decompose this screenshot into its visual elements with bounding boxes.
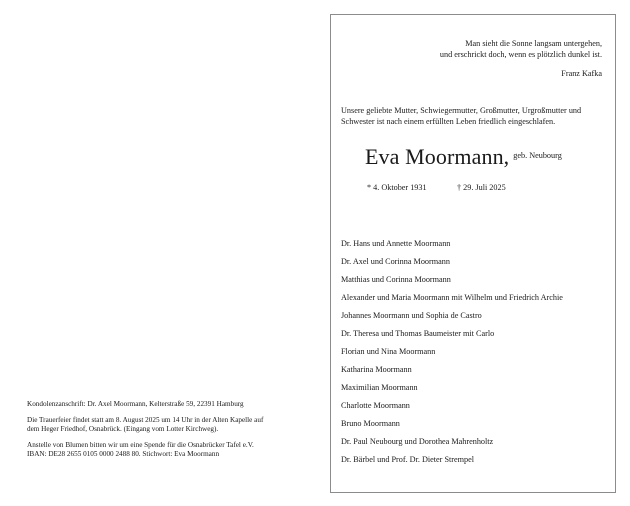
donation-line: Anstelle von Blumen bitten wir um eine Spende für die Osnabrücker Tafel e.V. — [27, 441, 254, 449]
service-info — [27, 416, 287, 434]
deceased-name: Eva Moormann, — [365, 144, 510, 169]
quote-line: und erschrickt doch, wenn es plötzlich dunkel ist. — [439, 50, 602, 59]
deceased-name-row — [365, 144, 605, 170]
mourner-entry: Charlotte Moormann — [341, 401, 410, 410]
mourner-entry: Katharina Moormann — [341, 365, 412, 374]
intro-line: Schwester ist nach einem erfüllten Leben friedlich eingeschlafen. — [341, 117, 556, 126]
mourner-entry: Johannes Moormann und Sophia de Castro — [341, 311, 482, 320]
mourner-entry: Matthias und Corinna Moormann — [341, 275, 451, 284]
service-line: Die Trauerfeier findet statt am 8. August 2025 um 14 Uhr in der Alten Kapelle auf — [27, 416, 264, 424]
life-dates — [367, 183, 607, 192]
birth-date: * 4. Oktober 1931 — [367, 183, 427, 192]
mourner-entry: Dr. Hans und Annette Moormann — [341, 239, 451, 248]
funeral-info — [27, 400, 287, 466]
condolence-address: Kondolenzanschrift: Dr. Axel Moormann, Kelterstraße 59, 22391 Hamburg — [27, 400, 244, 408]
mourners-list — [341, 237, 616, 471]
mourner-entry: Florian und Nina Moormann — [341, 347, 436, 356]
mourner-entry: Dr. Paul Neubourg und Dorothea Mahrenholtz — [341, 437, 494, 446]
quote-line: Man sieht die Sonne langsam untergehen, — [465, 39, 602, 48]
mourner-entry: Dr. Theresa und Thomas Baumeister mit Carlo — [341, 329, 495, 338]
mourner-entry: Maximilian Moormann — [341, 383, 418, 392]
quote-author: Franz Kafka — [561, 69, 602, 78]
mourner-entry: Bruno Moormann — [341, 419, 400, 428]
mourner-entry: Dr. Axel und Corinna Moormann — [341, 257, 450, 266]
donation-info — [27, 441, 287, 459]
mourner-entry: Alexander und Maria Moormann mit Wilhelm und Friedrich Archie — [341, 293, 563, 302]
mourner-entry: Dr. Bärbel und Prof. Dr. Dieter Strempel — [341, 455, 475, 464]
death-date: † 29. Juli 2025 — [457, 183, 506, 192]
intro-line: Unsere geliebte Mutter, Schwiegermutter, Großmutter, Urgroßmutter und — [341, 106, 582, 115]
birth-name: geb. Neubourg — [513, 151, 562, 160]
intro-text — [341, 105, 603, 127]
donation-line: IBAN: DE28 2655 0105 0000 2488 80. Stichwort: Eva Moormann — [27, 450, 220, 458]
kafka-quote — [372, 38, 602, 79]
service-line: dem Heger Friedhof, Osnabrück. (Eingang vom Lotter Kirchweg). — [27, 425, 219, 433]
